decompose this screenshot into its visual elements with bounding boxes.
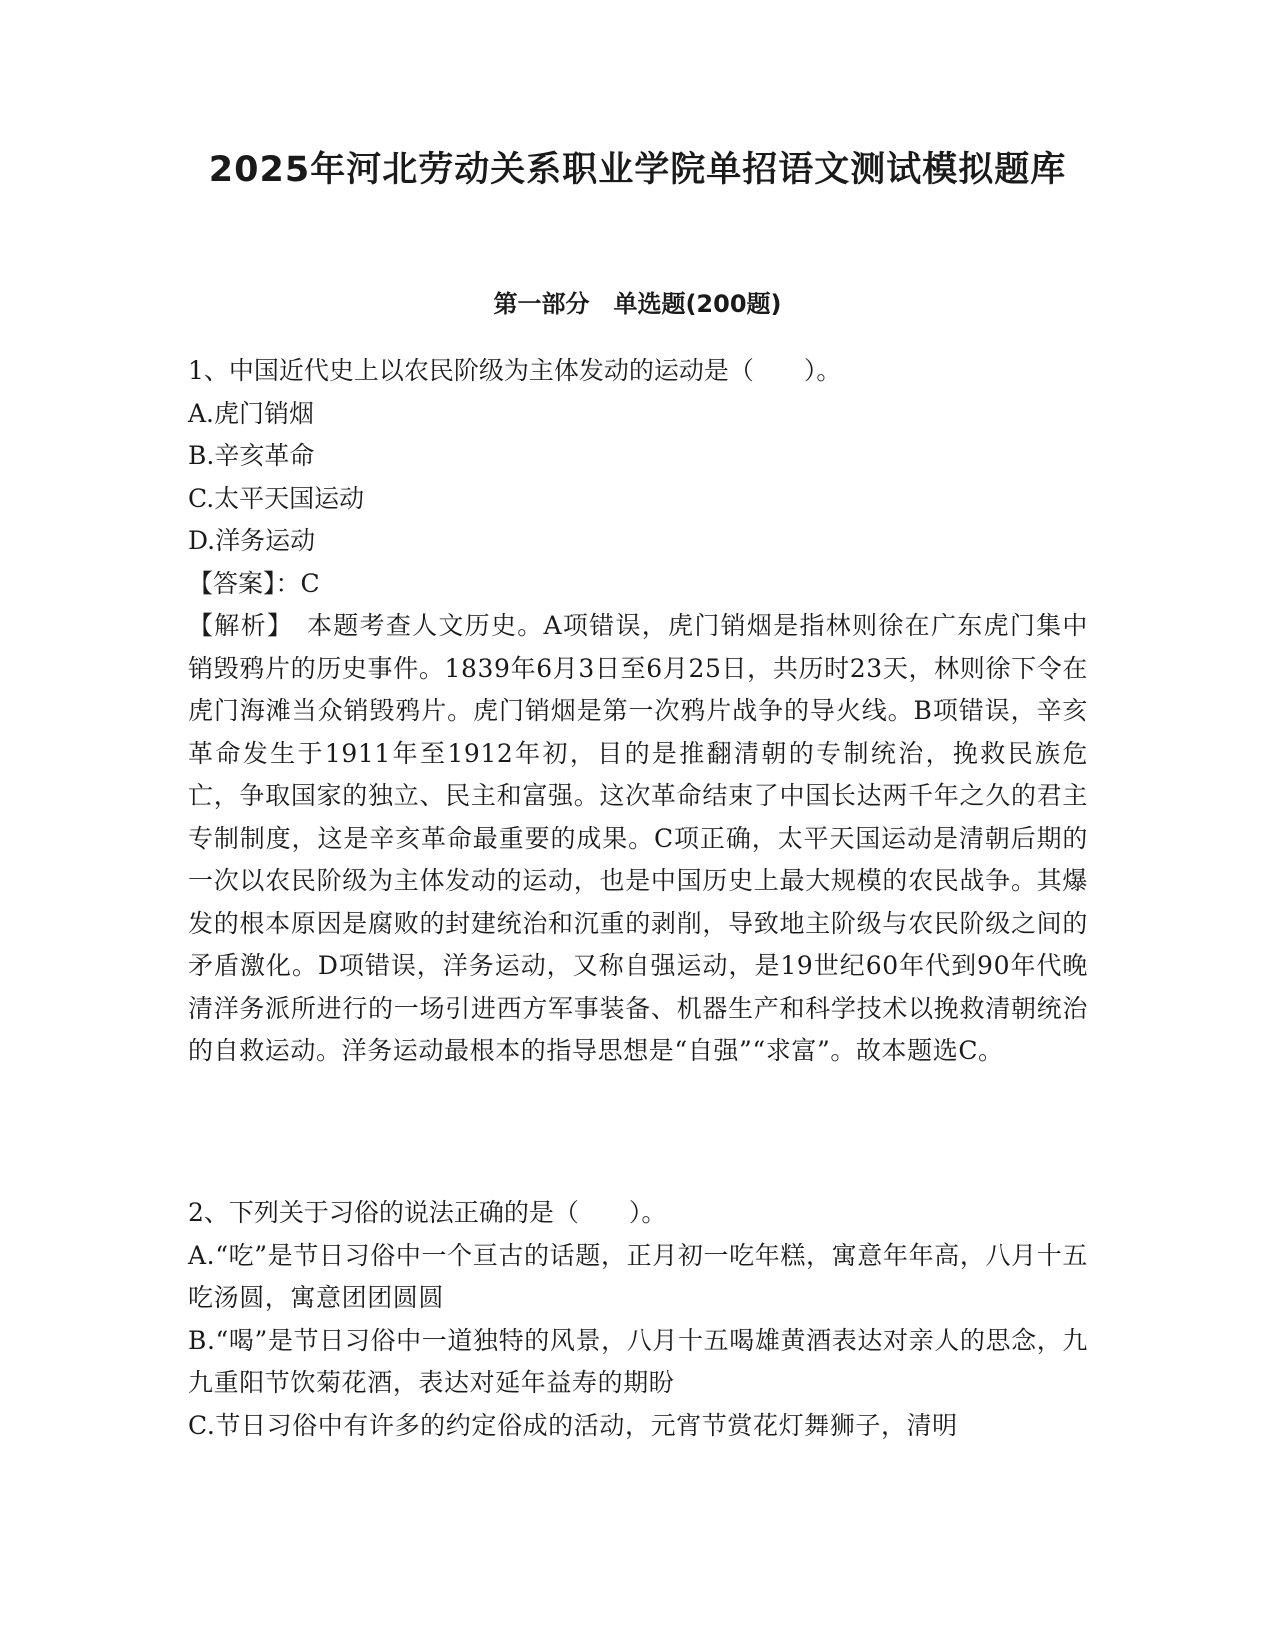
option-d: D.洋务运动 bbox=[188, 526, 316, 555]
analysis-paragraph: 【解析】 本题考查人文历史。A项错误，虎门销烟是指林则徐在广东虎门集中销毁鸦片的历史事件。1839年6月3日至6月25日，共历时23天，林则徐下令在虎门海滩当众销毁鸦片。虎门销烟是第一次鸦片战争的导火线。B项错误，辛亥革命发生于1911年至1912年初，目的是推翻清朝的专制统治，挽救民族危亡，争取国家的独立、民主和富强。这次革命结束了中国长达两千年之久的君主专制制度，这是辛亥革命最重要的成果。C项正确，太平天国运动是清朝后期的一次以农民阶级为主体发动的运动，也是中国历史上最大规模的农民战争。其爆发的根本原因是腐败的封建统治和沉重的剥削，导致地主阶级与农民阶级之间的矛盾激化。D项错误，洋务运动，又称自强运动，是19世纪60年代到90年代晚清洋务派所进行的一场引进西方军事装备、机器生产和科学技术以挽救清朝统治的自救运动。洋务运动最根本的指导思想是“自强”“求富”。故本题选C。 bbox=[188, 611, 1088, 1065]
option-a: A.虎门销烟 bbox=[188, 398, 315, 428]
question-stem: 1、中国近代史上以农民阶级为主体发动的运动是（ ）。 bbox=[188, 356, 842, 385]
question-block-1 bbox=[188, 350, 1088, 1073]
document-title: 2025年河北劳动关系职业学院单招语文测试模拟题库 bbox=[208, 150, 1067, 190]
option-c: C.节日习俗中有许多的约定俗成的活动，元宵节赏花灯舞狮子，清明 bbox=[188, 1410, 958, 1440]
question-block-2 bbox=[188, 1192, 1088, 1447]
section-heading: 第一部分 单选题(200题) bbox=[493, 290, 782, 318]
option-a: A.“吃”是节日习俗中一个亘古的话题，正月初一吃年糕，寓意年年高，八月十五吃汤圆，寓意团团圆圆 bbox=[188, 1240, 1088, 1312]
question-stem: 2、下列关于习俗的说法正确的是（ ）。 bbox=[188, 1198, 667, 1227]
option-b: B.“喝”是节日习俗中一道独特的风景，八月十五喝雄黄酒表达对亲人的思念，九九重阳节饮菊花酒，表达对延年益寿的期盼 bbox=[188, 1325, 1088, 1397]
option-b: B.辛亥革命 bbox=[188, 441, 315, 470]
answer-line: 【答案】：C bbox=[188, 568, 320, 598]
option-c: C.太平天国运动 bbox=[188, 483, 365, 513]
